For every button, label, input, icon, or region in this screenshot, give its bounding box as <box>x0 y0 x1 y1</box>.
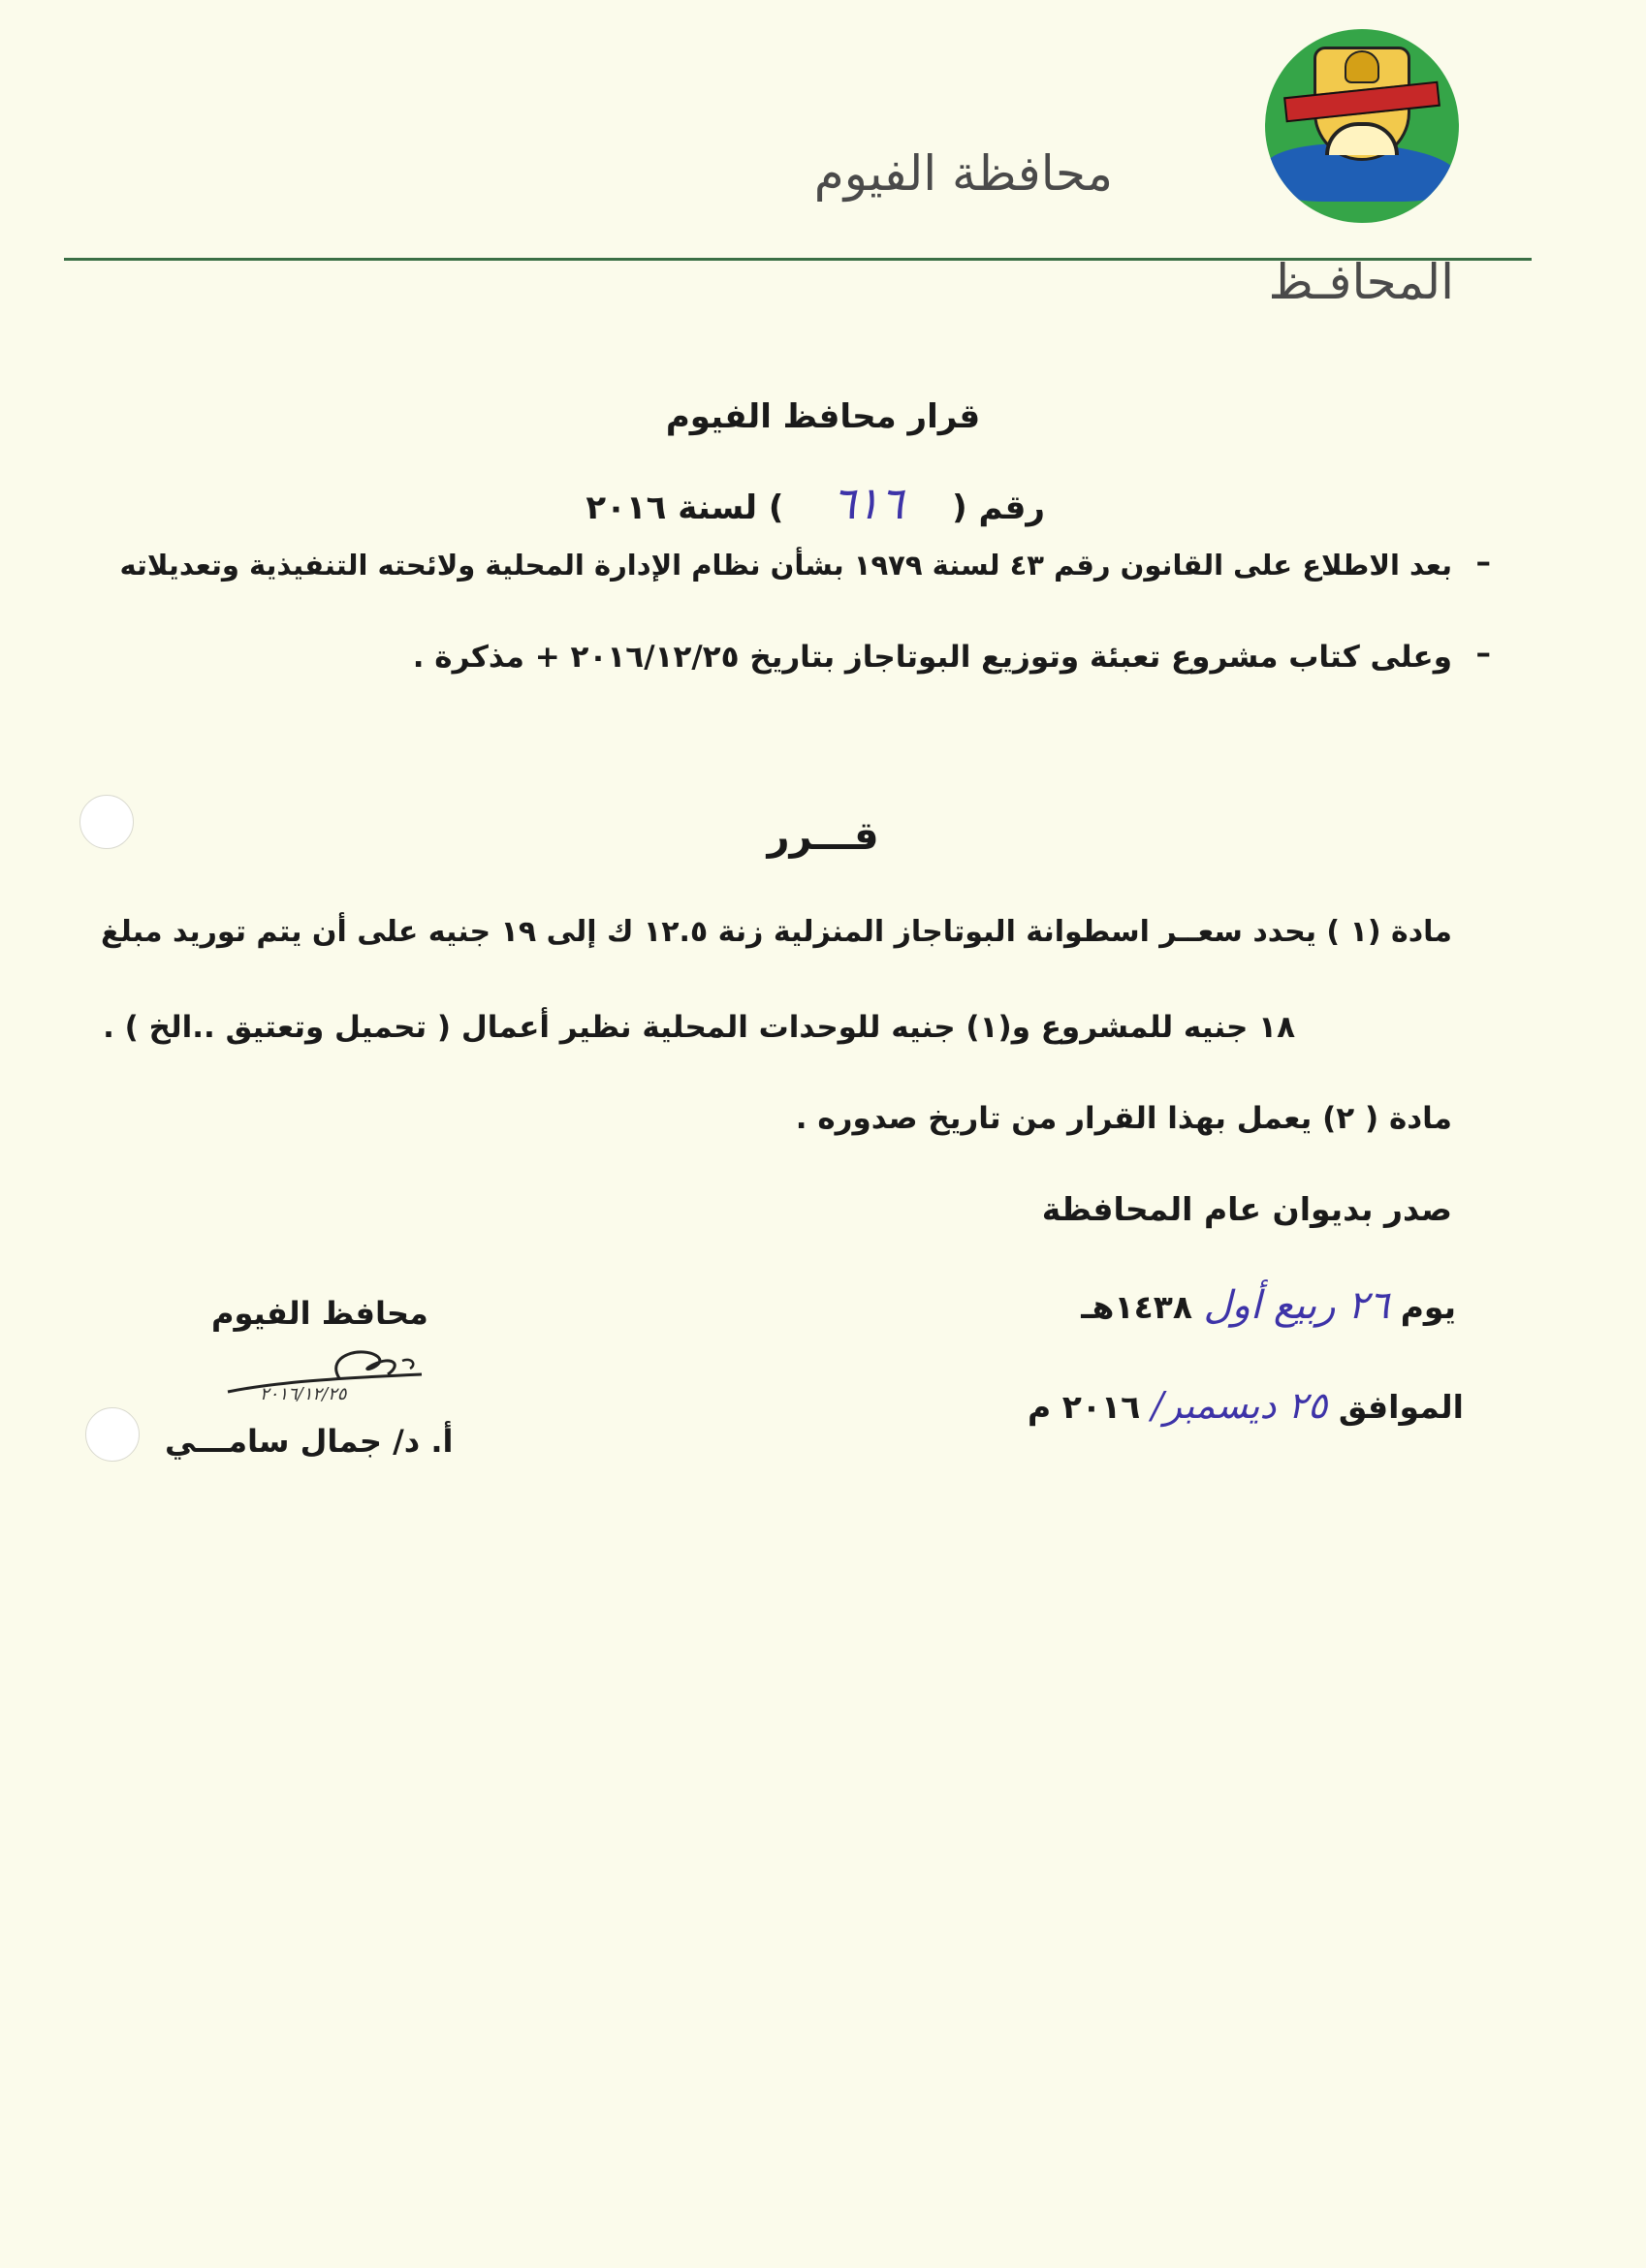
recital-2: وعلى كتاب مشروع تعبئة وتوزيع البوتاجاز بتاريخ ٢٠١٦/١٢/٢٥ + مذكرة . <box>412 640 1452 675</box>
gregorian-label: الموافق <box>1338 1388 1464 1426</box>
decree-number-prefix: رقم ( <box>952 488 1045 527</box>
decree-title: قرار محافظ الفيوم <box>665 397 981 436</box>
bullet-dash: – <box>1475 636 1491 671</box>
signatory-title: محافظ الفيوم <box>211 1295 428 1332</box>
article-1-line-1: مادة (١ ) يحدد سعــر اسطوانة البوتاجاز المنزلية زنة ١٢.٥ ك إلى ١٩ جنيه على أن يتم توريد مبلغ <box>101 915 1452 949</box>
organization-name: محافظة الفيوم <box>813 145 1113 202</box>
hijri-handwritten: ٢٦ ربيع أول <box>1203 1283 1390 1328</box>
decree-number-handwritten: ٦١٦ <box>832 477 904 529</box>
article-1-line-2: ١٨ جنيه للمشروع و(١) جنيه للوحدات المحلية نظير أعمال ( تحميل وتعتيق ..الخ ) . <box>103 1010 1295 1045</box>
issued-at: صدر بديوان عام المحافظة <box>1041 1190 1452 1228</box>
office-title: المحافـظ <box>1268 254 1454 310</box>
bullet-dash: – <box>1475 545 1491 580</box>
gregorian-handwritten: ٢٥ ديسمبر/ <box>1151 1384 1328 1427</box>
signature-date: ٢٠١٦/١٢/٢٥ <box>260 1384 347 1404</box>
gregorian-date <box>1028 1384 1464 1427</box>
signatory-name: أ. د/ جمال سامـــي <box>165 1423 454 1460</box>
decided-heading: قـــرر <box>767 814 879 859</box>
eagle-icon <box>1345 50 1379 83</box>
gregorian-printed: ٢٠١٦ م <box>1028 1388 1141 1426</box>
hijri-label: يوم <box>1400 1288 1456 1326</box>
hijri-printed: ١٤٣٨هـ <box>1081 1288 1193 1326</box>
decree-number-line <box>586 477 1045 529</box>
punch-hole <box>85 1407 140 1462</box>
recital-1: بعد الاطلاع على القانون رقم ٤٣ لسنة ١٩٧٩ بشأن نظام الإدارة المحلية ولائحته التنفيذية وتعديلاته <box>119 549 1452 582</box>
decree-number-suffix: ) لسنة ٢٠١٦ <box>586 488 784 527</box>
hijri-date <box>1081 1283 1456 1328</box>
governorate-seal <box>1265 29 1459 223</box>
article-2: مادة ( ٢) يعمل بهذا القرار من تاريخ صدوره . <box>795 1101 1452 1136</box>
